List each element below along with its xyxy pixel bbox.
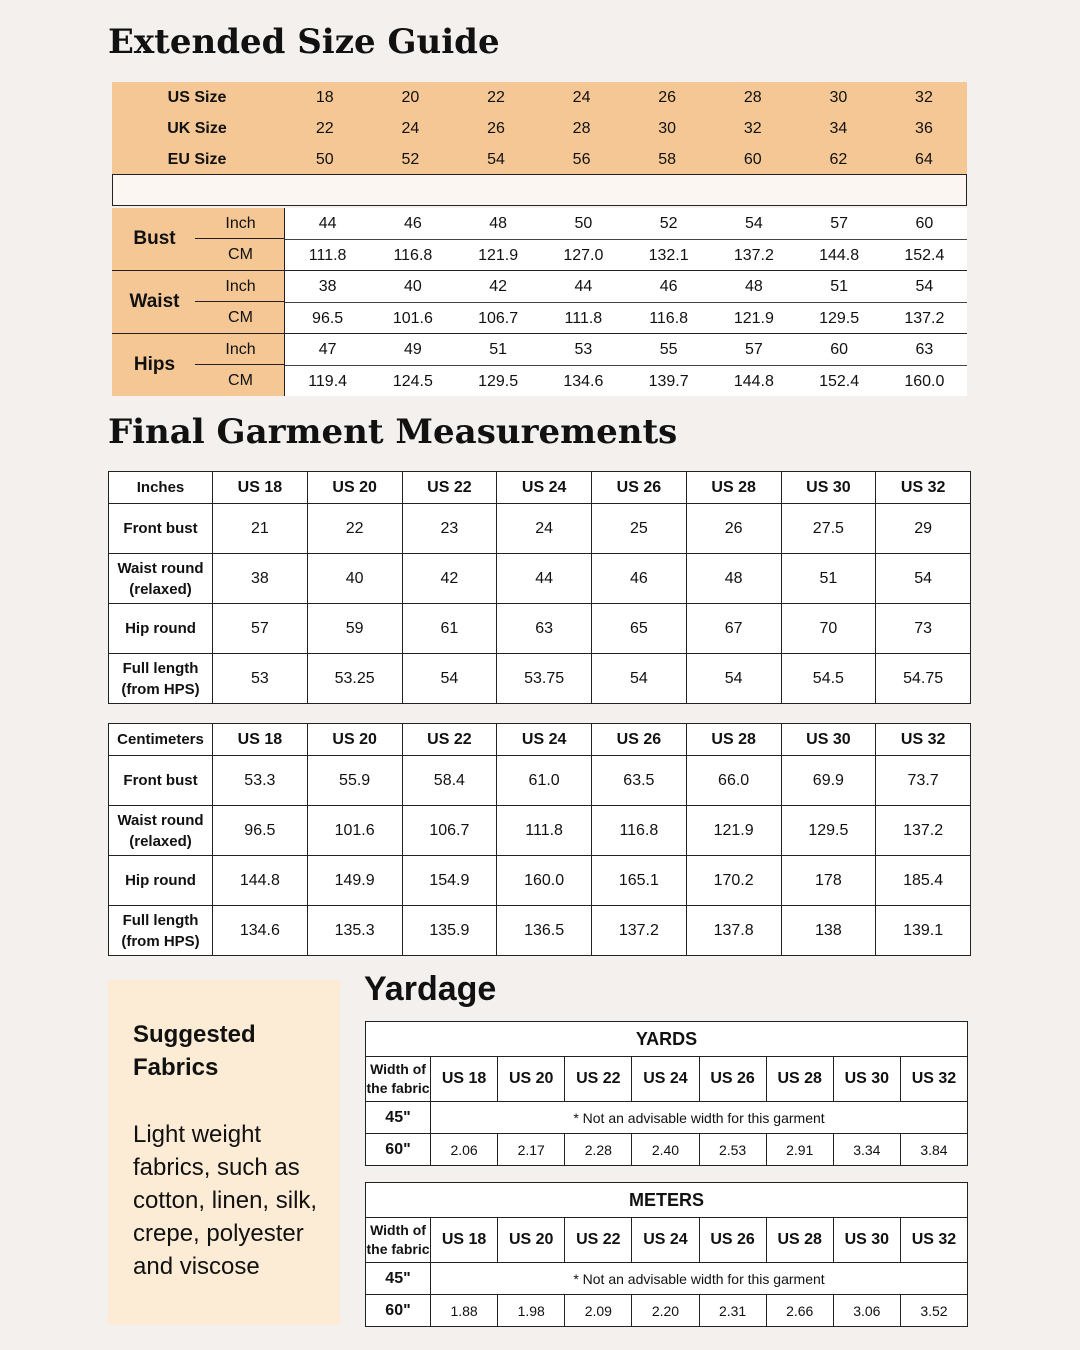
unit-labels	[197, 271, 284, 333]
table-row	[109, 554, 971, 604]
header-row	[366, 1218, 968, 1263]
cm-value: 121.9	[478, 246, 519, 264]
row-label	[109, 906, 213, 956]
size-header: US 26	[699, 1218, 766, 1263]
row-60	[366, 1134, 968, 1166]
width-60-label: 60"	[366, 1134, 431, 1166]
cell-value: 101.6	[307, 806, 402, 856]
unit-labels	[197, 334, 284, 396]
header-row	[366, 1057, 968, 1102]
row-45	[366, 1102, 968, 1134]
cell-value: 40	[307, 554, 402, 604]
inch-value: 44	[318, 214, 337, 232]
width-label-line2: the fabric	[366, 1080, 430, 1096]
inch-value: 51	[489, 340, 508, 358]
width-45-label: 45"	[366, 1263, 431, 1295]
yardage-value: 2.53	[699, 1134, 766, 1166]
size-guide-table	[112, 82, 967, 396]
inch-value: 40	[403, 277, 422, 295]
measurement-values	[284, 334, 967, 396]
measurement-name: Waist	[129, 291, 180, 312]
table-row	[109, 604, 971, 654]
size-header: US 32	[900, 1218, 967, 1263]
table-row	[109, 806, 971, 856]
cell-value: 61.0	[497, 756, 592, 806]
cell-value: 73	[876, 604, 971, 654]
cell-value: 160.0	[497, 856, 592, 906]
size-header: US 22	[402, 472, 497, 504]
cell-value: 137.8	[686, 906, 781, 956]
unit-cm: CM	[228, 308, 253, 326]
size-value: 58	[658, 150, 677, 168]
cell-value: 46	[592, 554, 687, 604]
cell-value: 65	[592, 604, 687, 654]
inch-value: 55	[659, 340, 678, 358]
cell-value: 185.4	[876, 856, 971, 906]
size-value: 24	[572, 88, 591, 106]
cell-value: 29	[876, 504, 971, 554]
measurement-values	[284, 271, 967, 333]
cm-value: 152.4	[819, 372, 860, 390]
cm-value: 129.5	[819, 309, 860, 327]
size-value: 18	[315, 88, 334, 106]
inch-value: 54	[744, 214, 763, 232]
size-value: 30	[658, 119, 677, 137]
cell-value: 67	[686, 604, 781, 654]
size-value: 30	[829, 88, 848, 106]
size-value: 52	[401, 150, 420, 168]
cm-value: 127.0	[563, 246, 604, 264]
width-label-line1: Width of	[370, 1061, 426, 1077]
fabrics-line: fabrics, such as	[133, 1154, 300, 1181]
inch-value: 57	[744, 340, 763, 358]
fabrics-description	[133, 1118, 333, 1283]
inch-value: 53	[574, 340, 593, 358]
row-label-line1: Waist round	[117, 811, 204, 829]
inch-value: 54	[915, 277, 934, 295]
unit-inch: Inch	[225, 277, 256, 295]
size-header: US 26	[699, 1057, 766, 1102]
cell-value: 165.1	[592, 856, 687, 906]
measurement-name: Bust	[133, 228, 176, 249]
fabrics-line: Light weight	[133, 1121, 262, 1148]
cell-value: 63	[497, 604, 592, 654]
row-label	[109, 554, 213, 604]
inch-row	[285, 208, 967, 240]
cm-value: 121.9	[733, 309, 774, 327]
size-header: US 30	[833, 1057, 900, 1102]
size-row-label: UK Size	[167, 119, 227, 137]
size-conversion-header	[112, 82, 967, 174]
cell-value: 54.5	[781, 654, 876, 704]
inch-value: 60	[915, 214, 934, 232]
size-header: US 18	[431, 1218, 498, 1263]
cell-value: 111.8	[497, 806, 592, 856]
size-row	[112, 82, 967, 113]
cm-value: 106.7	[478, 309, 519, 327]
cell-value: 21	[213, 504, 308, 554]
cm-value: 152.4	[904, 246, 945, 264]
row-label-line2: (relaxed)	[129, 580, 192, 598]
caption-row	[366, 1183, 968, 1218]
fabrics-line: cotton, linen, silk,	[133, 1187, 318, 1214]
row-60	[366, 1295, 968, 1327]
size-row-label: EU Size	[167, 150, 227, 168]
size-header: US 32	[900, 1057, 967, 1102]
corner-label: Inches	[109, 472, 213, 504]
size-header: US 18	[213, 472, 308, 504]
cell-value: 178	[781, 856, 876, 906]
inch-value: 47	[318, 340, 337, 358]
table-row	[109, 856, 971, 906]
cell-value: 22	[307, 504, 402, 554]
measurement-group-bust	[112, 208, 967, 271]
yardage-value: 1.98	[498, 1295, 565, 1327]
row-label	[109, 604, 213, 654]
cell-value: 54	[592, 654, 687, 704]
size-value: 54	[487, 150, 505, 168]
cell-value: 54	[402, 654, 497, 704]
size-header: US 28	[686, 724, 781, 756]
cm-value: 139.7	[648, 372, 689, 390]
row-label-line1: Hip round	[125, 620, 196, 637]
cm-value: 116.8	[649, 309, 689, 327]
size-header: US 20	[307, 472, 402, 504]
cell-value: 42	[402, 554, 497, 604]
cell-value: 48	[686, 554, 781, 604]
measurement-name: Hips	[133, 354, 176, 375]
cell-value: 69.9	[781, 756, 876, 806]
cell-value: 55.9	[307, 756, 402, 806]
fabrics-line: crepe, polyester	[133, 1220, 304, 1247]
fabrics-title-line2: Fabrics	[133, 1054, 219, 1081]
cell-value: 135.9	[402, 906, 497, 956]
cm-value: 124.5	[392, 372, 433, 390]
row-label-line2: (from HPS)	[121, 680, 200, 698]
unit-inch: Inch	[225, 214, 256, 232]
size-row-label: US Size	[167, 88, 227, 106]
size-header: US 28	[766, 1057, 833, 1102]
cell-value: 134.6	[213, 906, 308, 956]
garment-inches-table	[108, 471, 971, 704]
size-header: US 20	[307, 724, 402, 756]
width-label	[366, 1057, 431, 1102]
size-value: 26	[658, 88, 677, 106]
size-header: US 30	[833, 1218, 900, 1263]
size-header: US 30	[781, 724, 876, 756]
measurement-values	[284, 208, 967, 270]
row-label-line2: (relaxed)	[129, 832, 192, 850]
inch-value: 44	[574, 277, 593, 295]
cell-value: 149.9	[307, 856, 402, 906]
inch-value: 46	[403, 214, 422, 232]
cell-value: 25	[592, 504, 687, 554]
cell-value: 96.5	[213, 806, 308, 856]
cell-value: 144.8	[213, 856, 308, 906]
cell-value: 73.7	[876, 756, 971, 806]
yardage-value: 3.06	[833, 1295, 900, 1327]
cell-value: 121.9	[686, 806, 781, 856]
row-label	[109, 856, 213, 906]
size-value: 60	[743, 150, 762, 168]
width-label	[366, 1218, 431, 1263]
cm-value: 137.2	[733, 246, 774, 264]
row-label-line1: Hip round	[125, 872, 196, 889]
cell-value: 58.4	[402, 756, 497, 806]
size-value: 64	[915, 150, 933, 168]
size-value: 32	[743, 119, 762, 137]
fabrics-title	[133, 1018, 323, 1084]
size-header: US 22	[402, 724, 497, 756]
size-value: 50	[315, 150, 334, 168]
inch-value: 52	[659, 214, 678, 232]
cell-value: 59	[307, 604, 402, 654]
cell-value: 38	[213, 554, 308, 604]
row-label-line2: (from HPS)	[121, 932, 200, 950]
cm-value: 119.4	[308, 372, 348, 390]
yardage-value: 2.91	[766, 1134, 833, 1166]
size-header: US 26	[592, 472, 687, 504]
cell-value: 53.3	[213, 756, 308, 806]
not-advisable-note: * Not an advisable width for this garment	[431, 1102, 968, 1134]
cell-value: 137.2	[592, 906, 687, 956]
cell-value: 139.1	[876, 906, 971, 956]
size-header: US 24	[497, 724, 592, 756]
cm-value: 96.5	[312, 309, 344, 327]
yardage-value: 2.40	[632, 1134, 699, 1166]
size-value: 20	[401, 88, 420, 106]
header-row	[109, 472, 971, 504]
size-header: US 18	[213, 724, 308, 756]
unit-cm: CM	[228, 245, 253, 263]
size-header: US 22	[565, 1057, 632, 1102]
cell-value: 27.5	[781, 504, 876, 554]
size-header: US 20	[498, 1057, 565, 1102]
cell-value: 51	[781, 554, 876, 604]
cell-value: 54	[686, 654, 781, 704]
inch-value: 63	[915, 340, 934, 358]
size-header: US 24	[632, 1057, 699, 1102]
size-value: 62	[829, 150, 848, 168]
cell-value: 63.5	[592, 756, 687, 806]
yardage-yards-table	[365, 1021, 968, 1166]
measurement-group-waist	[112, 271, 967, 334]
size-value: 26	[487, 119, 505, 137]
width-label-line2: the fabric	[366, 1241, 430, 1257]
cm-value: 111.8	[308, 246, 347, 264]
cm-value: 129.5	[478, 372, 519, 390]
header-row	[109, 724, 971, 756]
cell-value: 135.3	[307, 906, 402, 956]
inch-value: 42	[489, 277, 508, 295]
cm-value: 137.2	[904, 309, 945, 327]
cell-value: 54.75	[876, 654, 971, 704]
row-label-line1: Waist round	[117, 559, 204, 577]
inch-value: 46	[659, 277, 678, 295]
cell-value: 57	[213, 604, 308, 654]
inch-row	[285, 334, 967, 366]
size-value: 32	[915, 88, 933, 106]
cell-value: 44	[497, 554, 592, 604]
cm-value: 101.6	[392, 309, 433, 327]
row-45	[366, 1263, 968, 1295]
table-caption: METERS	[366, 1183, 968, 1218]
size-header: US 28	[686, 472, 781, 504]
spacer-row	[112, 174, 967, 206]
size-row	[112, 113, 967, 144]
row-label	[109, 654, 213, 704]
inch-value: 50	[574, 214, 593, 232]
yardage-value: 3.52	[900, 1295, 967, 1327]
fabrics-title-line1: Suggested	[133, 1021, 256, 1048]
cell-value: 53.25	[307, 654, 402, 704]
cell-value: 154.9	[402, 856, 497, 906]
size-header: US 32	[876, 472, 971, 504]
inch-value: 48	[744, 277, 763, 295]
table-row	[109, 654, 971, 704]
unit-cm: CM	[228, 371, 253, 389]
cell-value: 138	[781, 906, 876, 956]
row-label-line1: Front bust	[123, 772, 198, 789]
size-value: 22	[487, 88, 505, 106]
cm-row	[285, 240, 967, 271]
size-row	[112, 144, 967, 175]
cell-value: 137.2	[876, 806, 971, 856]
yardage-value: 2.31	[699, 1295, 766, 1327]
size-value: 22	[315, 119, 334, 137]
size-value: 28	[572, 119, 591, 137]
yardage-value: 3.84	[900, 1134, 967, 1166]
cell-value: 24	[497, 504, 592, 554]
corner-label: Centimeters	[109, 724, 213, 756]
size-header: US 20	[498, 1218, 565, 1263]
measurement-label-cell	[112, 334, 284, 396]
not-advisable-note: * Not an advisable width for this garment	[431, 1263, 968, 1295]
inch-value: 60	[830, 340, 849, 358]
size-value: 56	[572, 150, 591, 168]
cm-value: 160.0	[904, 372, 945, 390]
yardage-value: 2.66	[766, 1295, 833, 1327]
measurement-label-cell	[112, 208, 284, 270]
size-guide-title: Extended Size Guide	[108, 22, 500, 62]
cm-value: 144.8	[733, 372, 774, 390]
size-header: US 18	[431, 1057, 498, 1102]
size-header: US 22	[565, 1218, 632, 1263]
yardage-value: 2.17	[498, 1134, 565, 1166]
cm-value: 111.8	[564, 309, 603, 327]
yardage-value: 2.28	[565, 1134, 632, 1166]
unit-divider	[195, 364, 284, 365]
unit-inch: Inch	[225, 340, 256, 358]
width-45-label: 45"	[366, 1102, 431, 1134]
row-label	[109, 806, 213, 856]
cell-value: 66.0	[686, 756, 781, 806]
cell-value: 53.75	[497, 654, 592, 704]
row-label-line1: Full length	[122, 911, 199, 929]
size-value: 28	[743, 88, 762, 106]
size-header: US 32	[876, 724, 971, 756]
row-label	[109, 756, 213, 806]
cell-value: 70	[781, 604, 876, 654]
table-row	[109, 504, 971, 554]
cell-value: 53	[213, 654, 308, 704]
inch-value: 51	[830, 277, 849, 295]
size-value: 36	[915, 119, 933, 137]
suggested-fabrics-panel	[108, 980, 340, 1325]
row-label	[109, 504, 213, 554]
cm-value: 134.6	[563, 372, 604, 390]
size-header: US 24	[632, 1218, 699, 1263]
size-value: 24	[401, 119, 420, 137]
inch-value: 49	[403, 340, 422, 358]
cm-row	[285, 366, 967, 397]
garment-title: Final Garment Measurements	[108, 412, 678, 452]
yardage-value: 3.34	[833, 1134, 900, 1166]
table-row	[109, 756, 971, 806]
cell-value: 116.8	[592, 806, 687, 856]
cm-value: 144.8	[819, 246, 860, 264]
size-header: US 30	[781, 472, 876, 504]
cell-value: 136.5	[497, 906, 592, 956]
width-label-line1: Width of	[370, 1222, 426, 1238]
garment-centimeters-table	[108, 723, 971, 956]
yardage-value: 2.20	[632, 1295, 699, 1327]
inch-row	[285, 271, 967, 303]
cell-value: 54	[876, 554, 971, 604]
yardage-value: 1.88	[431, 1295, 498, 1327]
caption-row	[366, 1022, 968, 1057]
inch-value: 48	[489, 214, 508, 232]
table-row	[109, 906, 971, 956]
yardage-meters-table	[365, 1182, 968, 1327]
row-label-line1: Front bust	[123, 520, 198, 537]
measurement-group-hips	[112, 334, 967, 396]
measurement-label-cell	[112, 271, 284, 333]
size-header: US 28	[766, 1218, 833, 1263]
fabrics-line: and viscose	[133, 1253, 260, 1280]
size-header: US 24	[497, 472, 592, 504]
table-caption: YARDS	[366, 1022, 968, 1057]
inch-value: 57	[830, 214, 849, 232]
cell-value: 106.7	[402, 806, 497, 856]
unit-divider	[195, 238, 284, 239]
size-header: US 26	[592, 724, 687, 756]
yardage-value: 2.06	[431, 1134, 498, 1166]
cell-value: 170.2	[686, 856, 781, 906]
inch-value: 38	[318, 277, 337, 295]
cell-value: 61	[402, 604, 497, 654]
cell-value: 23	[402, 504, 497, 554]
yardage-title: Yardage	[364, 970, 497, 1008]
cell-value: 26	[686, 504, 781, 554]
cm-value: 116.8	[393, 246, 433, 264]
unit-divider	[195, 301, 284, 302]
body-measurements	[112, 208, 967, 396]
cm-row	[285, 303, 967, 334]
cell-value: 129.5	[781, 806, 876, 856]
size-value: 34	[829, 119, 848, 137]
width-60-label: 60"	[366, 1295, 431, 1327]
cm-value: 132.1	[648, 246, 689, 264]
row-label-line1: Full length	[122, 659, 199, 677]
yardage-value: 2.09	[565, 1295, 632, 1327]
unit-labels	[197, 208, 284, 270]
